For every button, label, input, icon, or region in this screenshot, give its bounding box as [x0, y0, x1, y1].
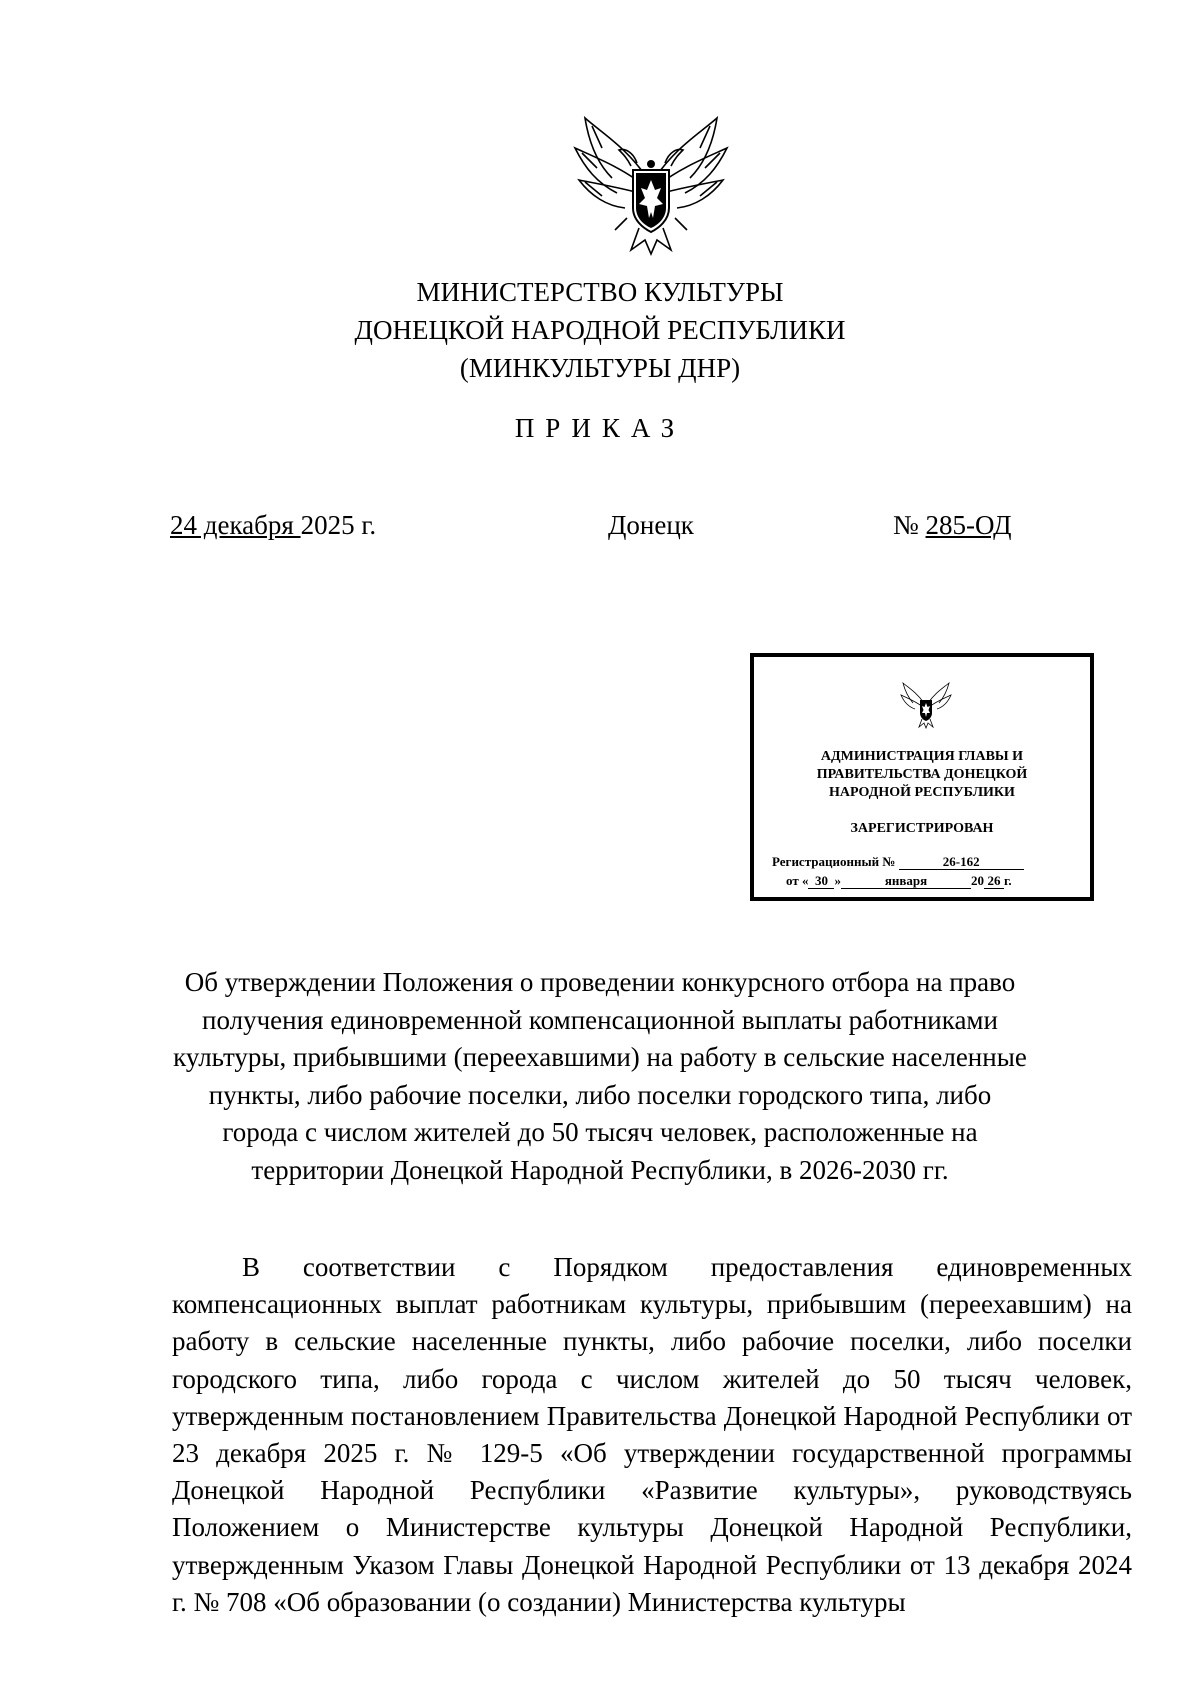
- subject-line: города с числом жителей до 50 тысяч человек, расположенные на: [222, 1117, 978, 1147]
- order-body-paragraph: В соответствии с Порядком предоставления единовременных компенсационных выплат работникам культуры, прибывшим (переехавшим) на работу в сельские населенные пункты, либо рабочие поселки, либо поселки городского типа, либо города с числом жителей до 50 тысяч человек, утвержденным постановлением Правительства Донецкой Народной Республики от 23 декабря 2025 г. № 129-5 «Об утверждении государственной программы Донецкой Народной Республики «Развитие культуры», руководствуясь Положением о Министерстве культуры Донецкой Народной Республики, утвержденным Указом Главы Донецкой Народной Республики от 13 декабря 2024 г. № 708 «Об образовании (о создании) Министерства культуры: [172, 1252, 1132, 1617]
- registration-stamp: [750, 653, 1094, 901]
- coat-of-arms-emblem: [567, 108, 735, 258]
- ministry-short-name: (МИНКУЛЬТУРЫ ДНР): [459, 353, 741, 383]
- order-date-day-month: 24 декабря: [170, 510, 301, 540]
- order-number-prefix: №: [893, 510, 926, 540]
- stamp-day: 30: [808, 874, 834, 889]
- stamp-org-line1: АДМИНИСТРАЦИЯ ГЛАВЫ И: [820, 749, 1024, 764]
- stamp-date-row: [786, 873, 1012, 889]
- stamp-reg-number: 26-162: [899, 855, 1024, 870]
- order-subject: [150, 964, 1050, 1189]
- subject-line: получения единовременной компенсационной выплаты работниками: [202, 1004, 998, 1035]
- stamp-emblem-icon: [899, 679, 953, 729]
- stamp-month: января: [841, 874, 971, 889]
- ministry-name-line2: ДОНЕЦКОЙ НАРОДНОЙ РЕСПУБЛИКИ: [354, 315, 846, 345]
- order-date-year: 2025 г.: [300, 510, 377, 540]
- order-number: [893, 507, 1012, 543]
- subject-line: пункты, либо рабочие поселки, либо поселки городского типа, либо: [208, 1079, 992, 1110]
- stamp-org-line3: НАРОДНОЙ РЕСПУБЛИКИ: [829, 785, 1015, 800]
- order-title: ПРИКАЗ: [514, 413, 686, 443]
- stamp-year-end: г.: [1003, 873, 1012, 888]
- order-date: [170, 507, 376, 543]
- stamp-year-suffix: 26: [984, 874, 1004, 889]
- order-city: Донецк: [608, 510, 694, 540]
- stamp-status: ЗАРЕГИСТРИРОВАН: [850, 821, 994, 836]
- subject-line: территории Донецкой Народной Республики, в 2026-2030 гг.: [251, 1154, 949, 1185]
- subject-line: Об утверждении Положения о проведении конкурсного отбора на право: [184, 967, 1016, 997]
- stamp-from-label: от «: [786, 873, 809, 888]
- stamp-organization: [754, 748, 1090, 802]
- stamp-reg-label: Регистрационный №: [772, 854, 896, 869]
- stamp-year-prefix: 20: [970, 873, 984, 888]
- stamp-day-close: »: [834, 873, 841, 888]
- stamp-org-line2: ПРАВИТЕЛЬСТВА ДОНЕЦКОЙ: [816, 767, 1028, 782]
- order-number-value: 285-ОД: [925, 510, 1012, 540]
- ministry-name-line1: МИНИСТЕРСТВО КУЛЬТУРЫ: [416, 277, 784, 307]
- subject-line: культуры, прибывшими (переехавшими) на работу в сельские населенные: [173, 1042, 1027, 1072]
- stamp-reg-number-row: [772, 854, 1024, 870]
- ministry-header: [0, 273, 1200, 387]
